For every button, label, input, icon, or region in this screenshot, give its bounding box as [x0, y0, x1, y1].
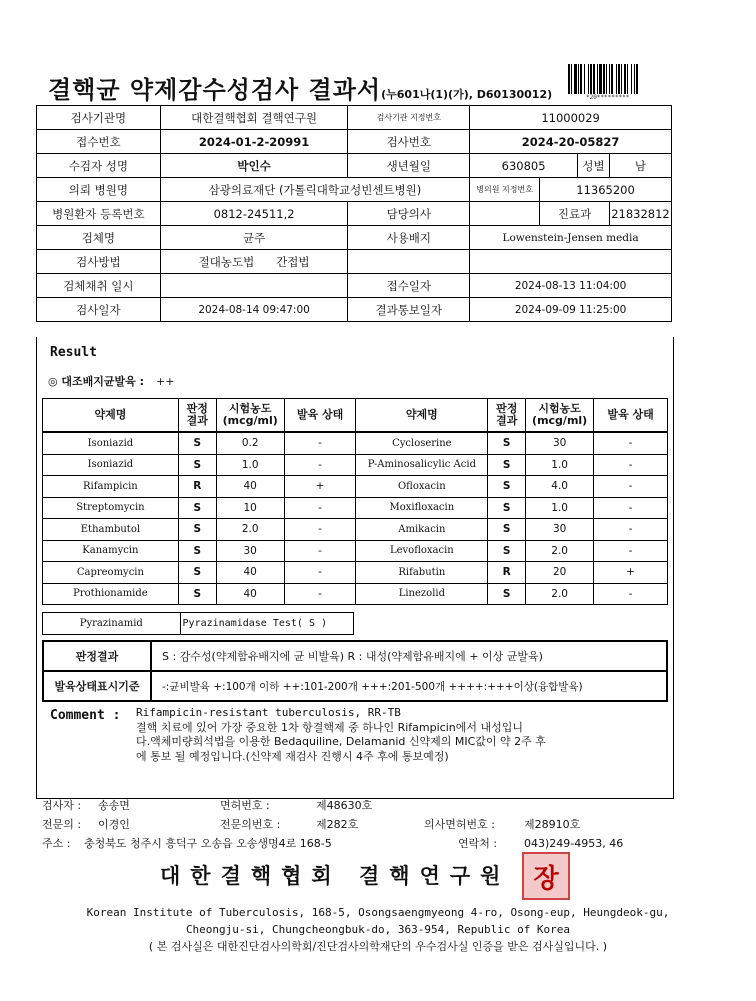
birth-label: 생년월일	[348, 154, 470, 178]
comment-line: Rifampicin-resistant tuberculosis, RR-TB	[136, 706, 401, 719]
growth-status: -	[284, 540, 356, 562]
test-concentration: 30	[216, 540, 284, 562]
control-growth	[48, 373, 174, 389]
title-main: 결핵균 약제감수성검사 결과서	[48, 76, 382, 104]
address-english	[40, 904, 716, 938]
test-concentration: 0.2	[216, 432, 284, 454]
comment-line: 에 통보 될 예정입니다.(신약제 재검사 진행시 4주 후에 통보예정)	[136, 749, 449, 763]
test-no-label: 검사번호	[348, 130, 470, 154]
phone-label: 연락처 :	[458, 837, 498, 850]
drug-row	[43, 454, 668, 476]
doctor-value	[470, 202, 540, 226]
reg-label: 병원환자 등록번호	[37, 202, 161, 226]
barcode-icon	[568, 64, 674, 94]
judge-legend-label: 판정결과	[43, 641, 151, 671]
growth-status: -	[284, 454, 356, 476]
drug-table	[42, 398, 668, 605]
institution-value: 대한결핵협회 결핵연구원	[160, 106, 348, 130]
drug-row	[43, 519, 668, 541]
document-title	[48, 70, 552, 105]
judge-result: S	[488, 454, 526, 476]
drug-name: Amikacin	[356, 519, 488, 541]
header-growth: 발육 상태	[284, 399, 356, 433]
header-judge: 판정 결과	[178, 399, 216, 433]
spec-no-label: 전문의번호 :	[220, 818, 281, 831]
growth-value: ++	[156, 375, 175, 388]
drug-name: Ofloxacin	[356, 476, 488, 498]
legend-table	[42, 640, 668, 702]
test-concentration: 2.0	[216, 519, 284, 541]
pza-value: Pyrazinamidase Test( S )	[180, 613, 353, 635]
drug-name: Isoniazid	[43, 454, 179, 476]
growth-status: -	[594, 476, 668, 498]
judge-result: S	[178, 497, 216, 519]
tester-label: 검사자 :	[42, 799, 82, 812]
test-concentration: 1.0	[526, 454, 594, 476]
growth-legend-text: -:균비발육 +:100개 이하 ++:101-200개 +++:201-500개 ++++:+++이상(융합발육)	[151, 671, 667, 701]
test-concentration: 20	[526, 562, 594, 584]
judge-result: S	[178, 562, 216, 584]
collect-label: 검체채취 일시	[37, 274, 161, 298]
patient-label: 수검자 성명	[37, 154, 161, 178]
drug-name: Prothionamide	[43, 583, 179, 605]
growth-status: -	[594, 497, 668, 519]
designation-label: 검사기관 지정번호	[348, 106, 470, 130]
judge-result: S	[488, 583, 526, 605]
comment-line: 다.액체미량희석법을 이용한 Bedaquiline, Delamanid 신약제의 MIC값이 약 2주 후	[136, 735, 546, 748]
received-label: 접수일자	[348, 274, 470, 298]
received-value: 2024-08-13 11:04:00	[470, 274, 672, 298]
sex-value: 남	[609, 154, 671, 178]
judge-legend-text: S : 감수성(약제함유배지에 균 비발육) R : 내성(약제함유배지에 + 이상 균발육)	[151, 641, 667, 671]
growth-status: -	[594, 454, 668, 476]
test-concentration: 1.0	[216, 454, 284, 476]
test-concentration: 40	[216, 476, 284, 498]
growth-status: +	[594, 562, 668, 584]
judge-result: R	[178, 476, 216, 498]
test-concentration: 30	[526, 519, 594, 541]
drug-name: Isoniazid	[43, 432, 179, 454]
drug-row	[43, 476, 668, 498]
collect-value	[160, 274, 348, 298]
addr-line: Korean Institute of Tuberculosis, 168-5, Osongsaengmyeong 4-ro, Osong-eup, Heungdeok-gu,	[86, 906, 670, 919]
tested-value: 2024-08-14 09:47:00	[160, 298, 348, 322]
drug-row	[43, 432, 668, 454]
medium-value: Lowenstein-Jensen media	[470, 226, 672, 250]
doc-no-value: 제28910호	[524, 818, 581, 831]
doctor-label: 담당의사	[348, 202, 470, 226]
spec-no-value: 제282호	[316, 818, 359, 831]
comment-line: 결핵 치료에 있어 가장 중요한 1차 항결핵제 중 하나인 Rifampicin에서 내성입니	[136, 720, 524, 734]
test-concentration: 2.0	[526, 583, 594, 605]
addr-label: 주소 :	[42, 837, 71, 850]
growth-status: -	[284, 583, 356, 605]
test-concentration: 1.0	[526, 497, 594, 519]
tester-value: 송송면	[98, 799, 130, 812]
institute-name: 대한결핵협회 결핵연구원	[160, 863, 511, 888]
header-conc: 시험농도 (mcg/ml)	[216, 399, 284, 433]
test-concentration: 40	[216, 562, 284, 584]
drug-name: Kanamycin	[43, 540, 179, 562]
growth-status: -	[594, 583, 668, 605]
drug-name: Linezolid	[356, 583, 488, 605]
growth-status: -	[594, 519, 668, 541]
test-concentration: 40	[216, 583, 284, 605]
institution-label: 검사기관명	[37, 106, 161, 130]
header-drug: 약제명	[356, 399, 488, 433]
growth-status: -	[594, 540, 668, 562]
hospital-value: 삼광의료재단 (가톨릭대학교성빈센트병원)	[160, 178, 469, 202]
header-judge: 판정 결과	[488, 399, 526, 433]
hospital-code-value: 11365200	[540, 178, 672, 202]
judge-result: S	[178, 519, 216, 541]
doc-no-label: 의사면허번호 :	[424, 818, 495, 831]
growth-status: -	[284, 497, 356, 519]
designation-value: 11000029	[470, 106, 672, 130]
info-table	[36, 105, 672, 322]
notify-value: 2024-09-09 11:25:00	[470, 298, 672, 322]
drug-row	[43, 497, 668, 519]
header-conc: 시험농도 (mcg/ml)	[526, 399, 594, 433]
hospital-label: 의뢰 병원명	[37, 178, 161, 202]
reception-value: 2024-01-2-20991	[160, 130, 348, 154]
medium-label: 사용배지	[348, 226, 470, 250]
specimen-label: 검체명	[37, 226, 161, 250]
method1: 절대농도법	[198, 254, 255, 269]
judge-result: S	[178, 454, 216, 476]
judge-result: S	[488, 540, 526, 562]
reg-value: 0812-24511,2	[160, 202, 348, 226]
drug-row	[43, 540, 668, 562]
barcode-number: *20*********	[586, 94, 630, 101]
drug-name: Cycloserine	[356, 432, 488, 454]
specimen-value: 균주	[160, 226, 348, 250]
sex-label: 성별	[578, 154, 610, 178]
test-concentration: 4.0	[526, 476, 594, 498]
header-growth: 발육 상태	[594, 399, 668, 433]
growth-label: ◎ 대조배지균발육 :	[48, 375, 145, 388]
seal-stamp	[522, 852, 570, 900]
judge-result: S	[488, 519, 526, 541]
tested-label: 검사일자	[37, 298, 161, 322]
notify-label: 결과통보일자	[348, 298, 470, 322]
judge-result: S	[488, 497, 526, 519]
method2: 간접법	[276, 254, 310, 269]
hospital-code-label: 병의원 지정번호	[470, 178, 540, 202]
method-label: 검사방법	[37, 250, 161, 274]
test-concentration: 10	[216, 497, 284, 519]
judge-result: S	[178, 583, 216, 605]
phone-value: 043)249-4953, 46	[524, 837, 624, 850]
drug-name: Ethambutol	[43, 519, 179, 541]
judge-result: S	[178, 432, 216, 454]
drug-name: Streptomycin	[43, 497, 179, 519]
comment-label: Comment :	[50, 708, 121, 723]
header-drug: 약제명	[43, 399, 179, 433]
result-label: Result	[50, 345, 97, 360]
growth-status: -	[594, 432, 668, 454]
birth-value: 630805	[470, 154, 578, 178]
test-concentration: 30	[526, 432, 594, 454]
license-value: 제48630호	[316, 799, 373, 812]
test-no-value: 2024-20-05827	[470, 130, 672, 154]
addr-value: 충청북도 청주시 흥덕구 오송읍 오송생명4로 168-5	[84, 837, 332, 850]
growth-status: +	[284, 476, 356, 498]
license-label: 면허번호 :	[220, 799, 270, 812]
addr-line: Cheongju-si, Chungcheongbuk-do, 363-954, Republic of Korea	[185, 923, 571, 936]
drug-name: P-Aminosalicylic Acid	[356, 454, 488, 476]
method-value	[160, 250, 348, 274]
certification-note: ( 본 검사실은 대한진단검사의학회/진단검사의학재단의 우수검사실 인증을 받은 검사실입니다. )	[148, 940, 608, 953]
growth-status: -	[284, 562, 356, 584]
growth-legend-label: 발육상태표시기준	[43, 671, 151, 701]
drug-name: Levofloxacin	[356, 540, 488, 562]
dept-label: 진료과	[540, 202, 610, 226]
judge-result: S	[488, 476, 526, 498]
pza-table	[42, 612, 354, 635]
patient-value: 박인수	[160, 154, 348, 178]
drug-row	[43, 562, 668, 584]
drug-name: Moxifloxacin	[356, 497, 488, 519]
growth-status: -	[284, 519, 356, 541]
pza-label: Pyrazinamid	[43, 613, 181, 635]
drug-name: Capreomycin	[43, 562, 179, 584]
title-code: (누601나(1)(가), D60130012)	[381, 88, 553, 101]
judge-result: S	[488, 432, 526, 454]
drug-name: Rifampicin	[43, 476, 179, 498]
test-concentration: 2.0	[526, 540, 594, 562]
dept-value: 21832812	[609, 202, 671, 226]
seal-text: 장	[533, 863, 559, 894]
drug-row	[43, 583, 668, 605]
drug-name: Rifabutin	[356, 562, 488, 584]
growth-status: -	[284, 432, 356, 454]
reception-label: 접수번호	[37, 130, 161, 154]
spec-value: 이경인	[98, 818, 130, 831]
judge-result: S	[178, 540, 216, 562]
judge-result: R	[488, 562, 526, 584]
spec-label: 전문의 :	[42, 818, 82, 831]
comment-text	[136, 706, 656, 764]
